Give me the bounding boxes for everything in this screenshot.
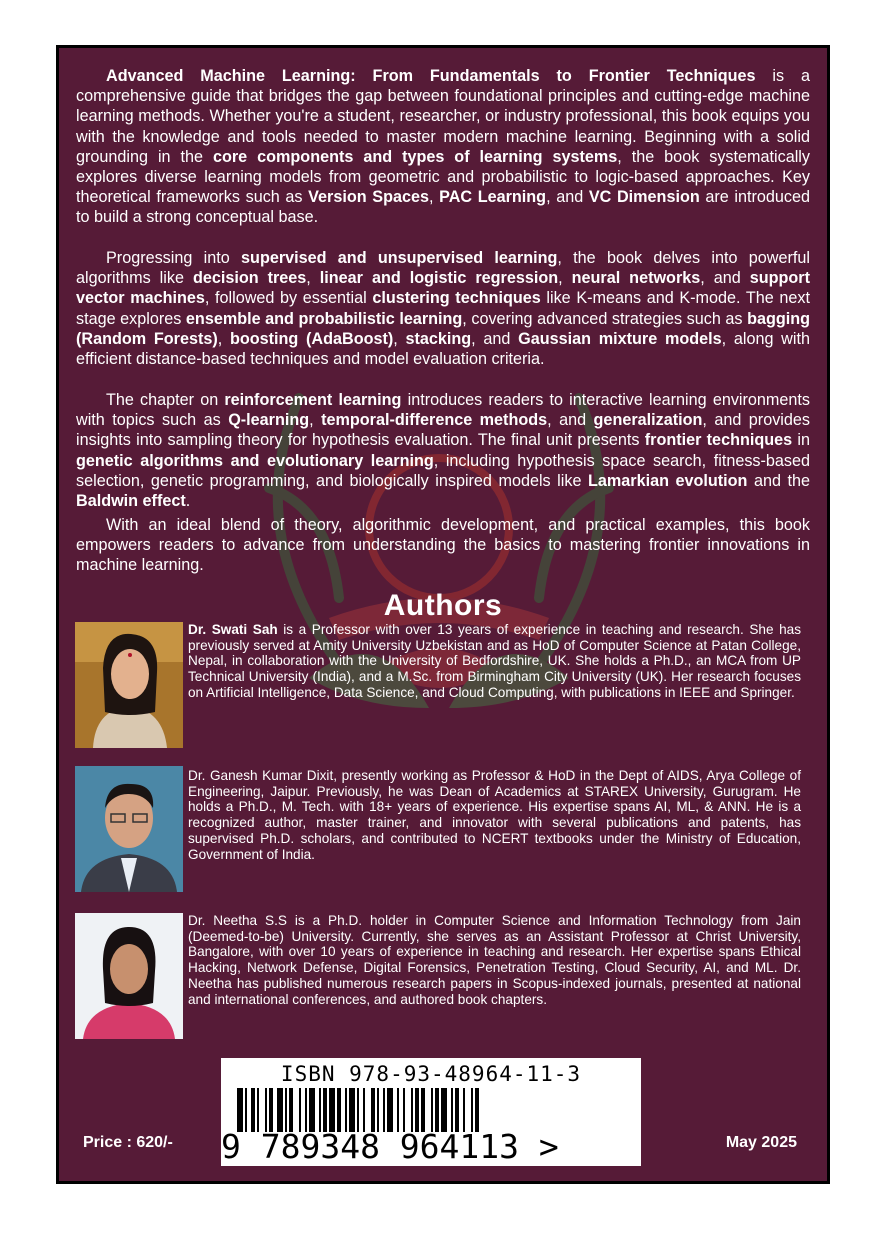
text-run: , bbox=[309, 411, 322, 430]
text-run: , and bbox=[546, 188, 589, 207]
barcode-bar bbox=[397, 1088, 399, 1132]
barcode-bar bbox=[269, 1088, 273, 1132]
barcode-bar bbox=[371, 1088, 375, 1132]
bold-term: Advanced Machine Learning: From Fundamentals to Frontier Techniques bbox=[106, 67, 756, 85]
text-run: , bbox=[306, 269, 320, 288]
text-run: , and bbox=[700, 269, 750, 288]
bold-term: Baldwin effect bbox=[76, 492, 186, 511]
author-2-bio: Dr. Ganesh Kumar Dixit, presently working as Professor & HoD in the Dept of AIDS, Arya College of Engineering, Jaipur. Previously, he was Dean of Academics at STAREX University, Gurugram. He holds a Ph.D., M. Tech. with 18+ years of experience. His expertise spans AI, ML, & ANN. He is a recognized author, master trainer, and innovator with several publications and patents, has supervised Ph.D. scholars, and contributed to NCERT textbooks under the Ministry of Education, Government of India. bbox=[188, 768, 801, 862]
text-run: in bbox=[792, 431, 810, 450]
bold-term: PAC Learning bbox=[439, 188, 547, 207]
barcode-bar bbox=[435, 1088, 439, 1132]
text-run: The chapter on bbox=[106, 391, 225, 409]
barcode-bar bbox=[441, 1088, 447, 1132]
barcode-bar bbox=[251, 1088, 255, 1132]
text-run: , bbox=[558, 269, 572, 288]
barcode-bar bbox=[309, 1088, 315, 1132]
barcode-bar bbox=[387, 1088, 393, 1132]
bold-term: generalization bbox=[593, 411, 703, 430]
bold-term: boosting (AdaBoost) bbox=[229, 329, 394, 348]
bold-term: frontier techniques bbox=[644, 431, 793, 450]
text-run: , bbox=[393, 329, 406, 348]
bold-term: bagging (Random Forests) bbox=[76, 309, 811, 348]
isbn-barcode bbox=[221, 1058, 641, 1166]
bold-term: core components and types of learning systems bbox=[212, 147, 618, 166]
text-run: and the bbox=[747, 471, 810, 490]
barcode-bar bbox=[463, 1088, 465, 1132]
barcode-bar bbox=[431, 1088, 433, 1132]
text-run: introduces readers to interactive learning environments with topics such as bbox=[76, 391, 810, 430]
text-run: , the book delves into powerful algorithms like bbox=[76, 249, 810, 288]
bold-term: temporal-difference methods bbox=[321, 411, 548, 430]
barcode-bar bbox=[329, 1088, 335, 1132]
barcode-bar bbox=[257, 1088, 259, 1132]
author-3-bio: Dr. Neetha S.S is a Ph.D. holder in Computer Science and Information Technology from Jain (Deemed-to-be) University. Currently, she serves as an Assistant Professor at Christ University, Bangalore, with over 10 years of experience in teaching and research. Her expertise spans Ethical Hacking, Network Defense, Digital Forensics, Penetration Testing, Cloud Security, AI, and ML. Dr. Neetha has published numerous research papers in Scopus-indexed journals, presented at national and international conferences, and authored book chapters. bbox=[188, 913, 801, 1007]
barcode-bar bbox=[383, 1088, 385, 1132]
bold-term: Lamarkian evolution bbox=[587, 471, 748, 490]
bold-term: Gaussian mixture models bbox=[518, 329, 722, 348]
back-cover bbox=[56, 45, 830, 1184]
barcode-bar bbox=[345, 1088, 347, 1132]
text-run: . bbox=[185, 492, 191, 511]
bold-term: neural networks bbox=[571, 269, 701, 288]
bold-term: Version Spaces bbox=[308, 188, 429, 207]
text-run: , and bbox=[547, 411, 594, 430]
bold-term: clustering techniques bbox=[372, 289, 541, 308]
barcode-bar bbox=[357, 1088, 359, 1132]
barcode-bar bbox=[349, 1088, 355, 1132]
text-run: like K-means and K-mode. The next stage explores bbox=[76, 289, 811, 328]
bold-term: stacking bbox=[405, 329, 472, 348]
bold-term: genetic algorithms and evolutionary learning bbox=[76, 451, 434, 470]
barcode-bars bbox=[237, 1088, 625, 1132]
text-run: , followed by essential bbox=[204, 289, 373, 308]
bold-term: Q-learning bbox=[228, 411, 310, 430]
text-run: , and bbox=[471, 329, 519, 348]
text-run: , along with efficient distance-based techniques and model evaluation criteria. bbox=[76, 329, 810, 369]
text-run: is a comprehensive guide that bridges the gap between foundational principles and cutting-edge machine learning methods. Whether you're a student, researcher, or industry professional, this book equips you with the knowledge and tools needed to master modern machine learning. Beginning with a solid grounding in the bbox=[76, 67, 810, 166]
text-run: , bbox=[428, 188, 440, 207]
blurb-paragraph-4 bbox=[76, 515, 810, 576]
author-1-photo bbox=[75, 622, 183, 748]
barcode-digits: 9 789348 964113 > bbox=[221, 1127, 559, 1166]
text-run: , bbox=[217, 329, 230, 348]
price-label: Price : 620/- bbox=[83, 1134, 173, 1151]
author-3-photo bbox=[75, 913, 183, 1039]
text-run: With an ideal blend of theory, algorithmic development, and practical examples, this book empowers readers to advance from understanding the basics to mastering frontier innovations in machine learning. bbox=[76, 516, 810, 575]
authors-heading: Authors bbox=[383, 589, 503, 622]
barcode-bar bbox=[421, 1088, 425, 1132]
barcode-bar bbox=[337, 1088, 341, 1132]
bold-term: VC Dimension bbox=[588, 188, 700, 207]
barcode-bar bbox=[299, 1088, 301, 1132]
barcode-bar bbox=[319, 1088, 321, 1132]
barcode-bar bbox=[411, 1088, 413, 1132]
bold-term: supervised and unsupervised learning bbox=[241, 249, 558, 267]
blurb-paragraph-3 bbox=[76, 390, 810, 511]
barcode-bar bbox=[415, 1088, 419, 1132]
barcode-bar bbox=[289, 1088, 293, 1132]
barcode-bar bbox=[471, 1088, 473, 1132]
bold-term: support vector machines bbox=[76, 269, 810, 308]
text-run: , the book systematically explores diverse learning models from geometric and probabilistic to logic-based approaches. Key theoretical frameworks such as bbox=[76, 147, 810, 207]
publication-date: May 2025 bbox=[725, 1134, 797, 1151]
bold-term: linear and logistic regression bbox=[319, 269, 559, 288]
barcode-bar bbox=[363, 1088, 365, 1132]
author-2-photo bbox=[75, 766, 183, 892]
blurb-paragraph-2 bbox=[76, 248, 810, 369]
barcode-bar bbox=[403, 1088, 405, 1132]
barcode-bar bbox=[245, 1088, 247, 1132]
text-run: are introduced to build a strong conceptual base. bbox=[76, 188, 810, 227]
barcode-bar bbox=[455, 1088, 459, 1132]
barcode-bar bbox=[285, 1088, 287, 1132]
barcode-bar bbox=[323, 1088, 327, 1132]
author-1-bio: Dr. Swati Sah is a Professor with over 13 years of experience in teaching and research. She has previously served at Amity University Uzbekistan and as HoD of Computer Science at Patan College, Nepal, in collaboration with the University of Bedfordshire, UK. She holds a Ph.D., an MCA from UP Technical University (India), and a M.Sc. from Birmingham City University (UK). Her research focuses on Artificial Intelligence, Data Science, and Cloud Computing, with publications in IEEE and Springer. bbox=[188, 622, 801, 700]
barcode-bar bbox=[237, 1088, 243, 1132]
text-run: , including hypothesis space search, fitness-based selection, genetic programming, and biologically inspired models like bbox=[76, 451, 811, 490]
bold-term: ensemble and probabilistic learning bbox=[185, 309, 463, 328]
barcode-bar bbox=[451, 1088, 453, 1132]
barcode-bar bbox=[305, 1088, 307, 1132]
text-run: Progressing into bbox=[106, 249, 242, 267]
barcode-bar bbox=[377, 1088, 379, 1132]
barcode-bar bbox=[265, 1088, 267, 1132]
barcode-bar bbox=[475, 1088, 479, 1132]
text-run: , and provides insights into sampling theory for hypothesis evaluation. The final unit presents bbox=[76, 411, 810, 450]
isbn-number: ISBN 978-93-48964-11-3 bbox=[280, 1062, 582, 1086]
text-run: , covering advanced strategies such as bbox=[462, 309, 748, 328]
blurb-paragraph-1 bbox=[76, 66, 810, 228]
bold-term: decision trees bbox=[192, 269, 307, 288]
bold-term: reinforcement learning bbox=[224, 391, 402, 409]
barcode-bar bbox=[277, 1088, 283, 1132]
